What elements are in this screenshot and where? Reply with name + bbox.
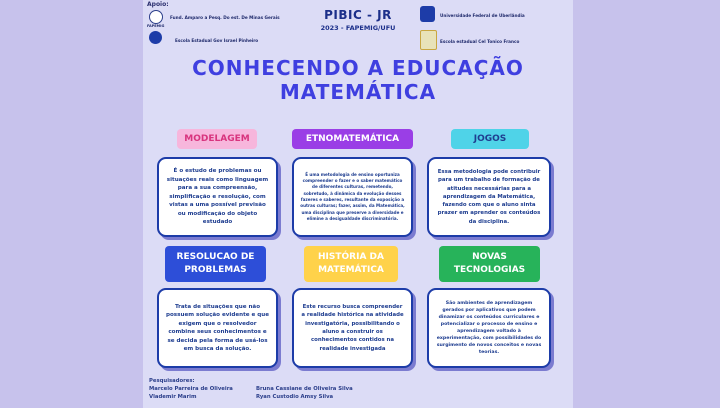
pill-etnomatematica: ETNOMATEMÁTICA (292, 129, 413, 149)
researcher-name: Ryan Custodio Amsy Silva (256, 394, 334, 400)
card-historia-matematica: Este recurso busca compreender a realidade histórica na atividade investigatória, possibilitando o aluno a construir os conhecimentos contidos na realidade investigada (292, 288, 413, 368)
program-title: PIBIC - JR (324, 8, 392, 22)
card-modelagem: É o estudo de problemas ou situações reais como linguagem para a sua compreensão, simplificação e resolução, com vistas a uma possível previsão ou modificação do objeto estudado (157, 157, 278, 237)
fapemig-logo-caption: FAPEMIG (147, 24, 165, 28)
sponsor-fapemig: Fund. Amparo a Pesq. Do est. De Minas Gerais (170, 15, 280, 20)
apoio-label: Apoio: (147, 1, 169, 8)
card-etnomatematica: É uma metodologia de ensino oportuniza compreender o fazer e o saber matemático de diferentes culturas, remetendo, sobretudo, à dinâmica da evolução desses fazeres e saberes, resultante da exposição a outras culturas; fazer, assim, da Matemática, uma disciplina que preserve a diversidade e elimine a desigualdade discriminatória. (292, 157, 413, 237)
card-resolucao-problemas: Trata de situações que não possuem solução evidente e que exigem que o resolvedor combine seus conhecimentos e se decida pela forma de usá-los em busca da solução. (157, 288, 278, 368)
researcher-name: Bruna Cassiane de Oliveira Silva (256, 386, 353, 392)
sponsor-tonico-franco: Escola estadual Cel Tonico Franco (440, 39, 520, 44)
left-margin (0, 0, 143, 408)
researchers-heading: Pesquisadores: (149, 378, 195, 384)
pill-modelagem: MODELAGEM (177, 129, 257, 149)
fapemig-logo (149, 10, 163, 24)
title-line-2: MATEMÁTICA (279, 80, 437, 104)
pill-historia-matematica: HISTÓRIA DA MATEMÁTICA (304, 246, 398, 282)
pill-novas-tecnologias: NOVAS TECNOLOGIAS (439, 246, 540, 282)
sponsor-israel-pinheiro: Escola Estadual Gov Israel Pinheiro (175, 38, 259, 43)
researcher-name: Marcelo Parreira de Oliveira (149, 386, 233, 392)
page-title (143, 56, 573, 104)
title-line-1: CONHECENDO A EDUCAÇÃO (192, 56, 524, 80)
card-jogos: Essa metodologia pode contribuir para um trabalho de formação de atitudes necessárias para a aprendizagem da Matemática, fazendo com que o aluno sinta prazer em aprender os conteúdos da disciplina. (427, 157, 551, 237)
pill-jogos: JOGOS (451, 129, 529, 149)
card-novas-tecnologias: São ambientes de aprendizagem gerados por aplicativos que podem dinamizar os conteúdos curriculares e potencializar o processo de ensino e aprendizagem voltado à experimentação, com possibilidades do surgimento de novos conceitos e novas teorias. (427, 288, 551, 368)
researcher-name: Vlademir Marim (149, 394, 197, 400)
program-subtitle: 2023 - FAPEMIG/UFU (320, 24, 396, 32)
sponsor-ufu: Universidade Federal de Uberlândia (440, 13, 525, 18)
pill-resolucao-problemas: RESOLUCAO DE PROBLEMAS (165, 246, 266, 282)
school-tonico-logo (420, 30, 437, 50)
right-margin (573, 0, 720, 408)
school-israel-logo (149, 31, 162, 44)
poster (143, 0, 573, 408)
